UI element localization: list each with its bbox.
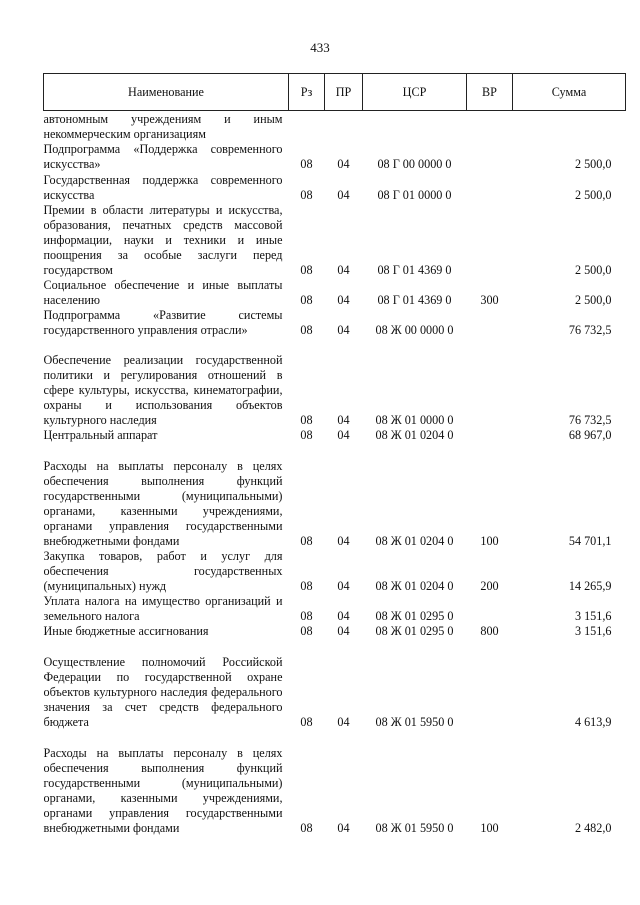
row-pr: 04: [337, 578, 350, 593]
table-row: [44, 443, 626, 549]
row-sum: 3 151,6: [574, 608, 612, 623]
row-rz: 08: [300, 533, 313, 548]
row-name: Иные бюджетные ассигнования: [43, 623, 209, 638]
row-sum: 68 967,0: [568, 427, 612, 442]
row-vr: [467, 338, 513, 428]
row-vr: 100: [480, 533, 499, 548]
table-row: [44, 639, 626, 730]
row-rz: 08: [300, 322, 313, 337]
row-csr: 08 Ж 01 0204 0: [375, 533, 454, 548]
row-pr: [325, 111, 363, 142]
row-rz: 08: [300, 292, 313, 307]
row-name: Социальное обеспечение и иные выплаты населению: [43, 277, 283, 307]
row-pr: 04: [337, 262, 350, 277]
row-csr: 08 Ж 01 0295 0: [375, 608, 454, 623]
row-rz: 08: [300, 156, 313, 171]
row-rz: 08: [300, 578, 313, 593]
row-name: Государственная поддержка современного искусства: [43, 172, 283, 202]
table-row: [44, 111, 626, 142]
row-name: Закупка товаров, работ и услуг для обеспечения государственных (муниципальных) нужд: [43, 548, 283, 593]
row-vr: 100: [480, 820, 499, 835]
row-name: Расходы на выплаты персоналу в целях обеспечения выполнения функций государственными (муниципальными) органами, казенными учреждениями, органами управления государственными внебюджетными фондами: [43, 458, 283, 548]
row-sum: 76 732,5: [568, 322, 612, 337]
table-row: [44, 730, 626, 836]
row-sum: 4 613,9: [574, 714, 612, 729]
row-csr: 08 Г 01 0000 0: [377, 187, 452, 202]
page-number: 433: [310, 40, 330, 55]
row-csr: 08 Ж 01 0204 0: [375, 427, 454, 442]
row-sum: [513, 111, 626, 142]
row-name: Осуществление полномочий Российской Федерации по государственной охране объектов культурного наследия федерального значения за счет средств федерального бюджета: [43, 654, 283, 729]
header-name: Наименование: [44, 74, 289, 111]
row-vr: [467, 639, 513, 730]
row-pr: 04: [337, 427, 350, 442]
row-sum: 2 500,0: [574, 187, 612, 202]
row-sum: 2 482,0: [574, 820, 612, 835]
row-rz: 08: [300, 608, 313, 623]
row-sum: 2 500,0: [574, 156, 612, 171]
row-pr: 04: [337, 156, 350, 171]
header-pr: ПР: [325, 74, 363, 111]
table-row: [44, 624, 626, 639]
table-row: [44, 428, 626, 443]
row-csr: 08 Ж 01 0204 0: [375, 578, 454, 593]
row-csr: 08 Ж 01 0000 0: [375, 412, 454, 427]
row-name: Центральный аппарат: [43, 427, 158, 442]
row-pr: 04: [337, 412, 350, 427]
table-row: [44, 308, 626, 338]
table-row: [44, 142, 626, 172]
row-pr: 04: [337, 820, 350, 835]
row-rz: 08: [300, 714, 313, 729]
row-vr: 200: [480, 578, 499, 593]
row-csr: 08 Г 00 0000 0: [377, 156, 452, 171]
row-vr: [467, 111, 513, 142]
row-vr: 800: [480, 623, 499, 638]
row-rz: [289, 111, 325, 142]
row-rz: 08: [300, 820, 313, 835]
row-pr: 04: [337, 533, 350, 548]
row-sum: 14 265,9: [568, 578, 612, 593]
row-pr: 04: [337, 623, 350, 638]
row-pr: 04: [337, 292, 350, 307]
row-sum: 3 151,6: [574, 623, 612, 638]
row-pr: 04: [337, 322, 350, 337]
table-row: [44, 549, 626, 594]
row-csr: [363, 111, 467, 142]
table-row: [44, 338, 626, 428]
table-header-row: [44, 74, 626, 111]
row-vr: 300: [480, 292, 499, 307]
row-name: Расходы на выплаты персоналу в целях обеспечения выполнения функций государственными (муниципальными) органами, казенными учреждениями, органами управления государственными внебюджетными фондами: [43, 745, 283, 835]
row-pr: 04: [337, 608, 350, 623]
row-csr: 08 Г 01 4369 0: [377, 292, 452, 307]
row-rz: 08: [300, 187, 313, 202]
row-rz: 08: [300, 262, 313, 277]
budget-table: [43, 73, 626, 836]
row-name: Подпрограмма «Поддержка современного искусства»: [43, 141, 283, 171]
row-rz: 08: [300, 427, 313, 442]
row-vr: [467, 142, 513, 172]
header-rz: Рз: [289, 74, 325, 111]
row-csr: 08 Г 01 4369 0: [377, 262, 452, 277]
row-vr: [467, 172, 513, 203]
row-sum: 2 500,0: [574, 262, 612, 277]
header-csr: ЦСР: [363, 74, 467, 111]
row-csr: 08 Ж 01 5950 0: [375, 714, 454, 729]
table-row: [44, 203, 626, 278]
table-row: [44, 278, 626, 308]
row-sum: 2 500,0: [574, 292, 612, 307]
row-pr: 04: [337, 187, 350, 202]
row-name: Премии в области литературы и искусства, образования, печатных средств массовой информации, науки и техники и иные поощрения за особые заслуги перед государством: [43, 202, 283, 277]
header-vr: ВР: [467, 74, 513, 111]
row-pr: 04: [337, 714, 350, 729]
row-name: Подпрограмма «Развитие системы государственного управления отрасли»: [43, 307, 283, 337]
row-sum: 76 732,5: [568, 412, 612, 427]
row-vr: [467, 203, 513, 278]
row-name: автономным учреждениям и иным некоммерческим организациям: [43, 111, 283, 141]
row-sum: 54 701,1: [568, 533, 612, 548]
row-name: Обеспечение реализации государственной политики и регулирования отношений в сфере культуры, искусства, кинематографии, охраны и использования объектов культурного наследия: [43, 352, 283, 427]
row-csr: 08 Ж 01 5950 0: [375, 820, 454, 835]
row-vr: [467, 428, 513, 443]
row-csr: 08 Ж 00 0000 0: [375, 322, 454, 337]
row-name: Уплата налога на имущество организаций и земельного налога: [43, 593, 283, 623]
row-vr: [467, 308, 513, 338]
row-rz: 08: [300, 623, 313, 638]
table-row: [44, 594, 626, 624]
row-csr: 08 Ж 01 0295 0: [375, 623, 454, 638]
table-row: [44, 172, 626, 203]
row-vr: [467, 594, 513, 624]
header-sum: Сумма: [513, 74, 626, 111]
row-rz: 08: [300, 412, 313, 427]
